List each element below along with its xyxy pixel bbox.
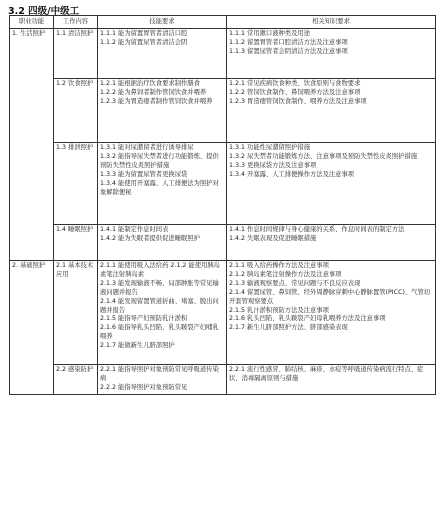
skill-item: 2.1.7 能做新生儿脐部照护 (100, 342, 175, 350)
standards-table (9, 15, 436, 395)
skill-item: 1.2.1 能根据治疗饮食要求制作膳食 (100, 80, 200, 87)
skill-item: 1.2.2 能为鼻饲者制作管饲饮食并喂养 (100, 88, 207, 96)
skill-item: 1.2.3 能为胃造瘘者制作管饲饮食并喂养 (100, 97, 213, 105)
knowledge-item: 2.1.5 乳汁淤积预防方法及注意事项 (229, 306, 329, 314)
skill-cell (98, 261, 227, 365)
knowledge-item: 1.3.2 尿失禁者功能锻炼方法、注意事项及预防失禁性皮炎照护措施 (229, 152, 418, 160)
table-header-row (10, 16, 436, 29)
knowledge-cell (227, 143, 436, 225)
skill-item: 2.2.1 能指导照护对象预防常见呼吸道传染病 (100, 366, 219, 382)
table-row (10, 79, 436, 143)
skill-item: 1.1.2 能为留置尿管者清洁会阴 (100, 38, 188, 46)
header-skill: 技能要求 (98, 16, 227, 29)
knowledge-item: 1.1.3 留置尿管者会阴清洁方法及注意事项 (229, 47, 348, 55)
knowledge-item: 2.1.1 吸入给药操作方法及注意事项 (229, 262, 329, 269)
knowledge-cell (227, 225, 436, 261)
skill-cell (98, 143, 227, 225)
table-row (10, 29, 436, 79)
skill-item: 1.3.3 能为留置尿管者更换尿袋 (100, 170, 188, 178)
skill-cell (98, 365, 227, 395)
skill-item: 2.2.2 能指导照护对象预防常见 (100, 383, 188, 391)
knowledge-item: 1.4.1 作息时间规律与身心健康的关系、作息时间表的制定方法 (229, 226, 405, 233)
knowledge-item: 2.1.6 乳头凹陷、乳头皲裂产妇母乳喂养方法及注意事项 (229, 315, 386, 323)
work-content-cell: 2.2 感染防护 (54, 365, 98, 395)
skill-item: 1.3.1 能对尿潴留者进行诱导排尿 (100, 144, 194, 151)
knowledge-item: 1.2.1 常见疾病饮食种类、饮食原则与食物要求 (229, 80, 361, 87)
skill-item: 1.4.1 能制定作息时间表 (100, 226, 169, 233)
skill-item: 2.1.5 能指导产妇预防乳汁淤积 (100, 315, 188, 323)
skill-item: 1.3.4 能使用开塞露、人工排便法为照护对象解除便秘 (100, 179, 219, 196)
knowledge-item: 1.1.2 留置胃管者口腔清洁方法及注意事项 (229, 38, 348, 46)
skill-item: 2.1.3 能发现输液不畅、局部肿胀等常见输液问题并报告 (100, 279, 219, 296)
knowledge-item: 2.1.3 输液观察要点、常见问题与不良反应表现 (229, 279, 361, 287)
knowledge-item: 1.1.1 常用漱口液种类及用途 (229, 30, 310, 37)
work-content-cell: 1.3 排泄照护 (54, 143, 98, 225)
work-content-cell: 1.2 饮食照护 (54, 79, 98, 143)
header-content: 工作内容 (54, 16, 98, 29)
skill-item: 2.1.4 能发现留置管道折曲、堵塞、脱出问题并报告 (100, 297, 219, 314)
skill-item: 2.1.6 能指导乳头凹陷、乳头皲裂产妇哺乳喂养 (100, 324, 219, 341)
header-knowledge: 相关知识要求 (227, 16, 436, 29)
table-row (10, 143, 436, 225)
knowledge-item: 1.3.3 更换尿袋方法及注意事项 (229, 161, 317, 169)
knowledge-item: 1.2.2 管饲饮食制作、鼻饲喂养方法及注意事项 (229, 88, 361, 96)
header-function: 职业功能 (10, 16, 54, 29)
knowledge-item: 1.3.1 功能性尿潴留照护措施 (229, 144, 310, 151)
skill-item: 1.1.1 能为留置胃管者清洁口腔 (100, 30, 188, 37)
skill-cell (98, 225, 227, 261)
knowledge-item: 1.4.2 失眠表现及促进睡眠措施 (229, 234, 317, 242)
knowledge-item: 2.1.2 胰岛素笔注射操作方法及注意事项 (229, 270, 342, 278)
work-content-cell: 2.1 基本技术应用 (54, 261, 98, 365)
section-title: 3.2 四级/中级工 (8, 6, 80, 17)
function-cell: 1. 生活照护 (10, 29, 54, 261)
knowledge-cell (227, 365, 436, 395)
work-content-cell: 1.4 睡眠照护 (54, 225, 98, 261)
knowledge-item: 1.3.4 开塞露、人工排便操作方法及注意事项 (229, 170, 355, 178)
work-content-cell: 1.1 清洁照护 (54, 29, 98, 79)
skill-item: 2.1.1 能使用吸入法给药 2.1.2 能使用胰岛素笔注射胰岛素 (100, 262, 220, 278)
knowledge-item: 2.1.4 留置尿管、鼻饲管、经外周静脉穿刺中心静脉置管(PICC)、气管切开套管观察要点 (229, 288, 431, 305)
skill-item: 1.3.2 能指导尿失禁者进行功能锻炼、提供预防失禁性皮炎照护措施 (100, 152, 219, 169)
knowledge-item: 2.2.1 流行性感冒、肺结核、麻疹、水痘等呼吸道传染病流行特点、症状、消毒隔离原则与措施 (229, 366, 424, 382)
knowledge-cell (227, 261, 436, 365)
table-row (10, 261, 436, 365)
knowledge-cell (227, 79, 436, 143)
table-row (10, 225, 436, 261)
knowledge-cell (227, 29, 436, 79)
knowledge-item: 1.2.3 胃造瘘管饲饮食制作、喂养方法及注意事项 (229, 97, 367, 105)
skill-cell (98, 79, 227, 143)
knowledge-item: 2.1.7 新生儿脐部照护方法、脐部感染表现 (229, 324, 348, 332)
function-cell: 2. 基础照护 (10, 261, 54, 395)
table-body (10, 29, 436, 395)
table-row (10, 365, 436, 395)
skill-item: 1.4.2 能为失眠者提供促进睡眠照护 (100, 234, 200, 242)
skill-cell (98, 29, 227, 79)
